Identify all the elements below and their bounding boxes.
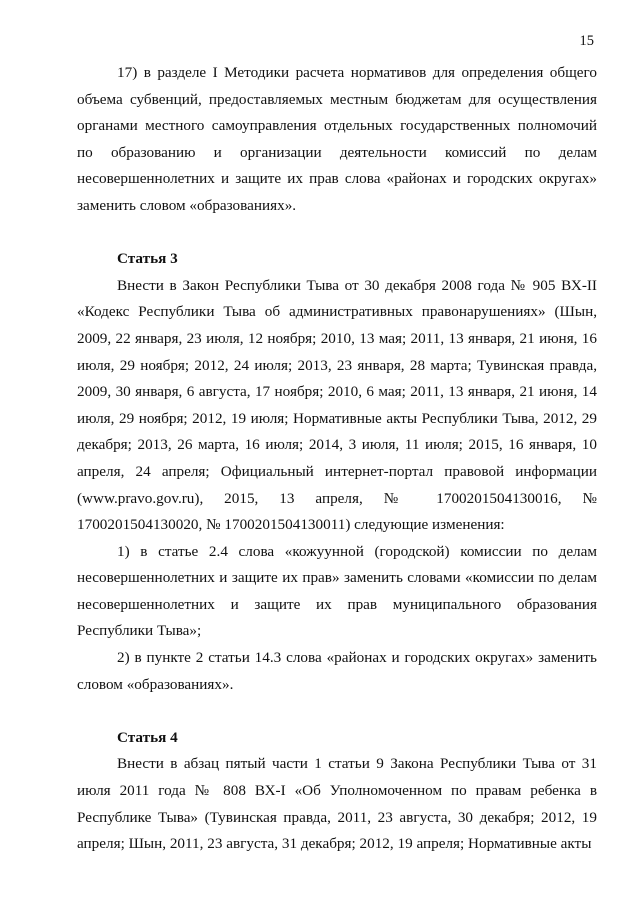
article-3-heading: Статья 3 (117, 250, 178, 268)
article-3-amendment-1: 1) в статье 2.4 слова «кожуунной (городской) комиссии по делам несовершеннолетних и защите их прав» заменить словами «комиссии по делам несовершеннолетних и защите их прав муниципального образования Республики Тыва»; (77, 542, 597, 640)
paragraph-item-17: 17) в разделе I Методики расчета нормативов для определения общего объема субвенций, предоставляемых местным бюджетам для осуществления органами местного самоуправления отдельных государственных полномочий по образованию и организации деятельности комиссий по делам несовершеннолетних и защите их прав слова «районах и городских округах» заменить словом «образованиях». (77, 64, 597, 214)
section-spacer (77, 698, 597, 725)
page-number: 15 (579, 33, 594, 49)
article-4-heading: Статья 4 (117, 728, 178, 746)
article-3-amendment-2: 2) в пункте 2 статьи 14.3 слова «районах и городских округах» заменить словом «образованиях». (77, 649, 597, 693)
section-spacer (77, 220, 597, 247)
document-body (77, 60, 597, 858)
article-4-paragraph: Внести в абзац пятый части 1 статьи 9 Закона Республики Тыва от 31 июля 2011 года № 808 ВХ-I «Об Уполномоченном по правам ребенка в Республике Тыва» (Тувинская правда, 2011, 23 августа, 30 декабря; 2012, 19 апреля; Шын, 2011, 23 августа, 31 декабря; 2012, 19 апреля; Нормативные акты (77, 755, 597, 853)
article-3-intro-paragraph: Внести в Закон Республики Тыва от 30 декабря 2008 года № 905 ВХ-II «Кодекс Республики Тыва об административных правонарушениях» (Шын, 2009, 22 января, 23 июля, 12 ноября; 2010, 13 мая; 2011, 13 января, 21 июня, 16 июля, 29 ноября; 2012, 24 июля; 2013, 23 января, 28 марта; Тувинская правда, 2009, 30 января, 6 августа, 17 ноября; 2010, 6 мая; 2011, 13 января, 21 июня, 14 июля, 29 ноября; 2012, 19 июля; Нормативные акты Республики Тыва, 2012, 29 декабря; 2013, 26 марта, 16 июля; 2014, 3 июля, 11 июля; 2015, 16 января, 10 апреля, 24 апреля; Официальный интернет-портал правовой информации (www.pravo.gov.ru), 2015, 13 апреля, № 1700201504130016, № 1700201504130020, № 1700201504130011) следующие изменения: (77, 276, 597, 534)
